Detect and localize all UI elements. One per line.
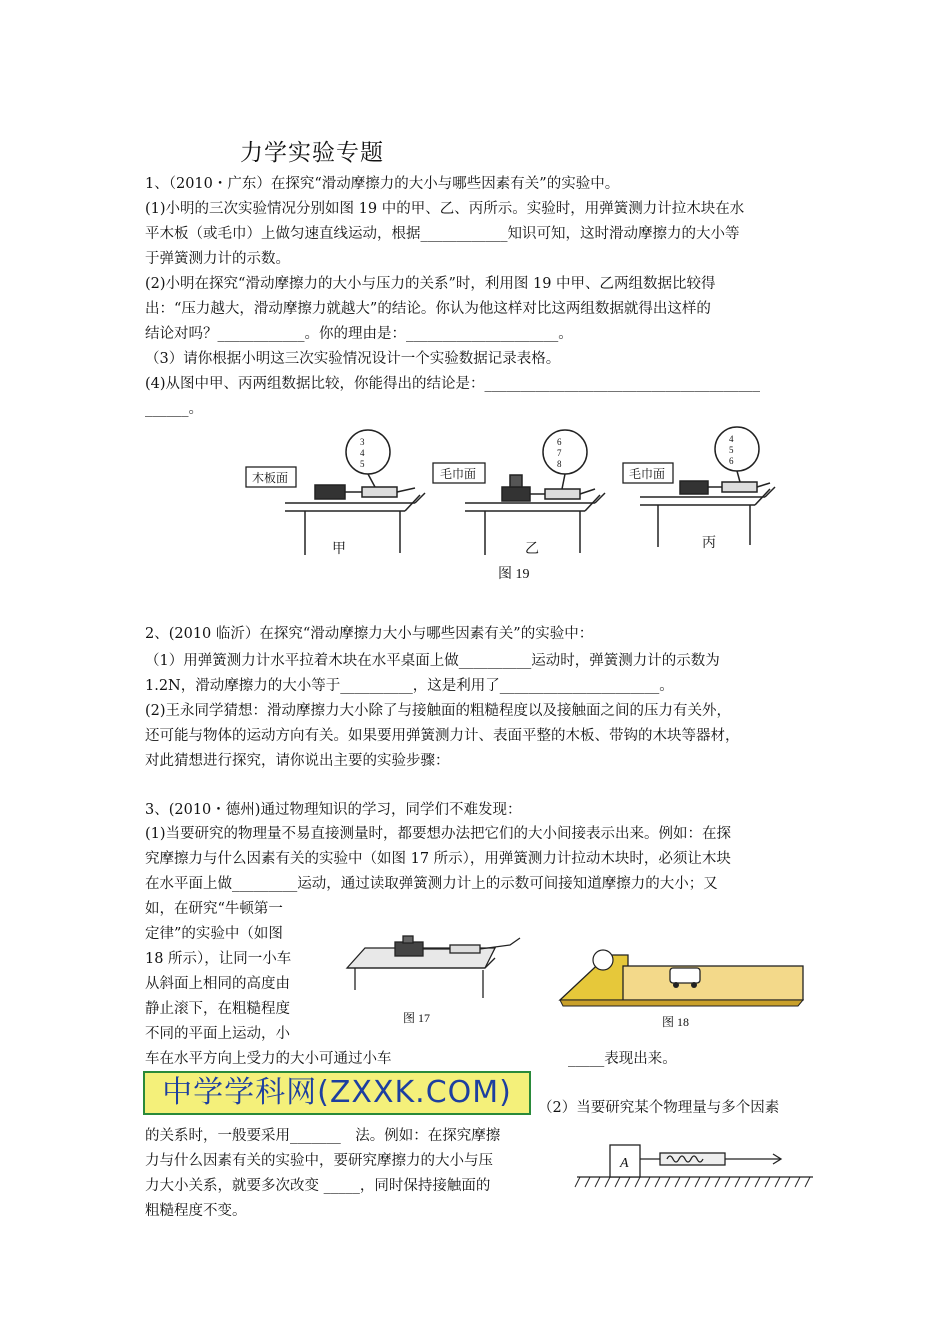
dial-a-tick: 3	[360, 437, 365, 447]
fig19-label-b: 毛巾面	[440, 467, 477, 481]
q1-line: 出：“压力越大，滑动摩擦力就越大”的结论。你认为他这样对比这两组数据就得出这样的	[145, 301, 711, 317]
q3-line: 不同的平面上运动，小	[145, 1026, 290, 1042]
q3-line: 如，在研究“牛顿第一	[145, 901, 283, 917]
q1-line: （3）请你根据小明这三次实验情况设计一个实验数据记录表格。	[145, 351, 561, 367]
q3-line: 力大小关系，就要多次改变 _____，同时保持接触面的	[145, 1178, 491, 1194]
figure-19-illustration	[240, 425, 780, 585]
block-spring-illustration	[575, 1135, 815, 1195]
q3-line: 3、(2010・德州)通过物理知识的学习，同学们不难发现：	[145, 802, 522, 818]
q2-line: 对此猜想进行探究，请你说出主要的实验步骤：	[145, 753, 450, 769]
q3-line: (1)当要研究的物理量不易直接测量时，都要想办法把它们的大小间接表示出来。例如：在探	[145, 826, 732, 842]
q2-line: （1）用弹簧测力计水平拉着木块在水平桌面上做__________运动时，弹簧测力计的示数为	[145, 653, 720, 669]
figure-17-illustration	[345, 930, 530, 1035]
dial-a-tick: 4	[360, 448, 365, 458]
block-label: A	[620, 1156, 629, 1171]
q1-line: 1、（2010・广东）在探究“滑动摩擦力的大小与哪些因素有关”的实验中。	[145, 176, 620, 192]
q3-line: 定律”的实验中（如图	[145, 926, 283, 942]
q2-line: 还可能与物体的运动方向有关。如果要用弹簧测力计、表面平整的木板、带钩的木块等器材，	[145, 728, 740, 744]
q1-line: 于弹簧测力计的示数。	[145, 251, 290, 267]
dial-b-tick: 7	[557, 448, 562, 458]
q1-line: 平木板（或毛巾）上做匀速直线运动，根据____________知识可知，这时滑动摩擦力的大小等	[145, 226, 740, 242]
q2-line: 2、(2010 临沂）在探究“滑动摩擦力大小与哪些因素有关”的实验中：	[145, 626, 594, 642]
dial-c-tick: 4	[729, 434, 734, 444]
q3-line: 在水平面上做_________运动，通过读取弹簧测力计上的示数可间接知道摩擦力的大小；又	[145, 876, 718, 892]
q2-line: (2)王永同学猜想：滑动摩擦力大小除了与接触面的粗糙程度以及接触面之间的压力有关外，	[145, 703, 732, 719]
q3-line: （2）当要研究某个物理量与多个因素	[538, 1100, 780, 1116]
dial-b-tick: 6	[557, 437, 562, 447]
q1-line: (4)从图中甲、丙两组数据比较，你能得出的结论是：______________________________________	[145, 376, 761, 392]
fig19-sub-c: 丙	[702, 536, 716, 551]
q1-line: (2)小明在探究“滑动摩擦力的大小与压力的关系”时，利用图 19 中甲、乙两组数据比较得	[145, 276, 716, 292]
q1-line: ______。	[145, 401, 203, 417]
dial-a-tick: 5	[360, 459, 365, 469]
fig19-label-c: 毛巾面	[629, 467, 666, 481]
q3-line: _____表现出来。	[568, 1051, 677, 1067]
q3-line: 力与什么因素有关的实验中，要研究摩擦力的大小与压	[145, 1153, 493, 1169]
dial-b-tick: 8	[557, 459, 562, 469]
page-title: 力学实验专题	[240, 140, 384, 166]
fig19-sub-a: 甲	[332, 542, 346, 557]
fig19-sub-b: 乙	[525, 542, 539, 557]
fig19-caption: 图 19	[498, 567, 530, 582]
figure-18-illustration	[558, 940, 808, 1035]
q3-line: 从斜面上相同的高度由	[145, 976, 290, 992]
q3-line: 车在水平方向上受力的大小可通过小车	[145, 1051, 392, 1067]
q3-line: 静止滚下，在粗糙程度	[145, 1001, 290, 1017]
q1-line: 结论对吗？____________。你的理由是：_____________________。	[145, 326, 573, 342]
zxxk-logo: 中学学科网(ZXXK.COM)	[143, 1071, 531, 1115]
fig18-caption: 图 18	[662, 1015, 690, 1029]
q3-line: 究摩擦力与什么因素有关的实验中（如图 17 所示），用弹簧测力计拉动木块时，必须让木块	[145, 851, 731, 867]
dial-c-tick: 6	[729, 456, 734, 466]
q2-line: 1.2N，滑动摩擦力的大小等于__________，这是利用了______________________。	[145, 678, 674, 694]
q3-line: 18 所示），让同一小车	[145, 951, 292, 967]
q1-line: (1)小明的三次实验情况分别如图 19 中的甲、乙、丙所示。实验时，用弹簧测力计拉木块在水	[145, 201, 745, 217]
q3-line: 粗糙程度不变。	[145, 1203, 247, 1219]
q3-line: 的关系时，一般要采用_______ 法。例如：在探究摩擦	[145, 1128, 501, 1144]
fig19-label-a: 木板面	[252, 471, 289, 485]
fig17-caption: 图 17	[403, 1011, 431, 1025]
dial-c-tick: 5	[729, 445, 734, 455]
